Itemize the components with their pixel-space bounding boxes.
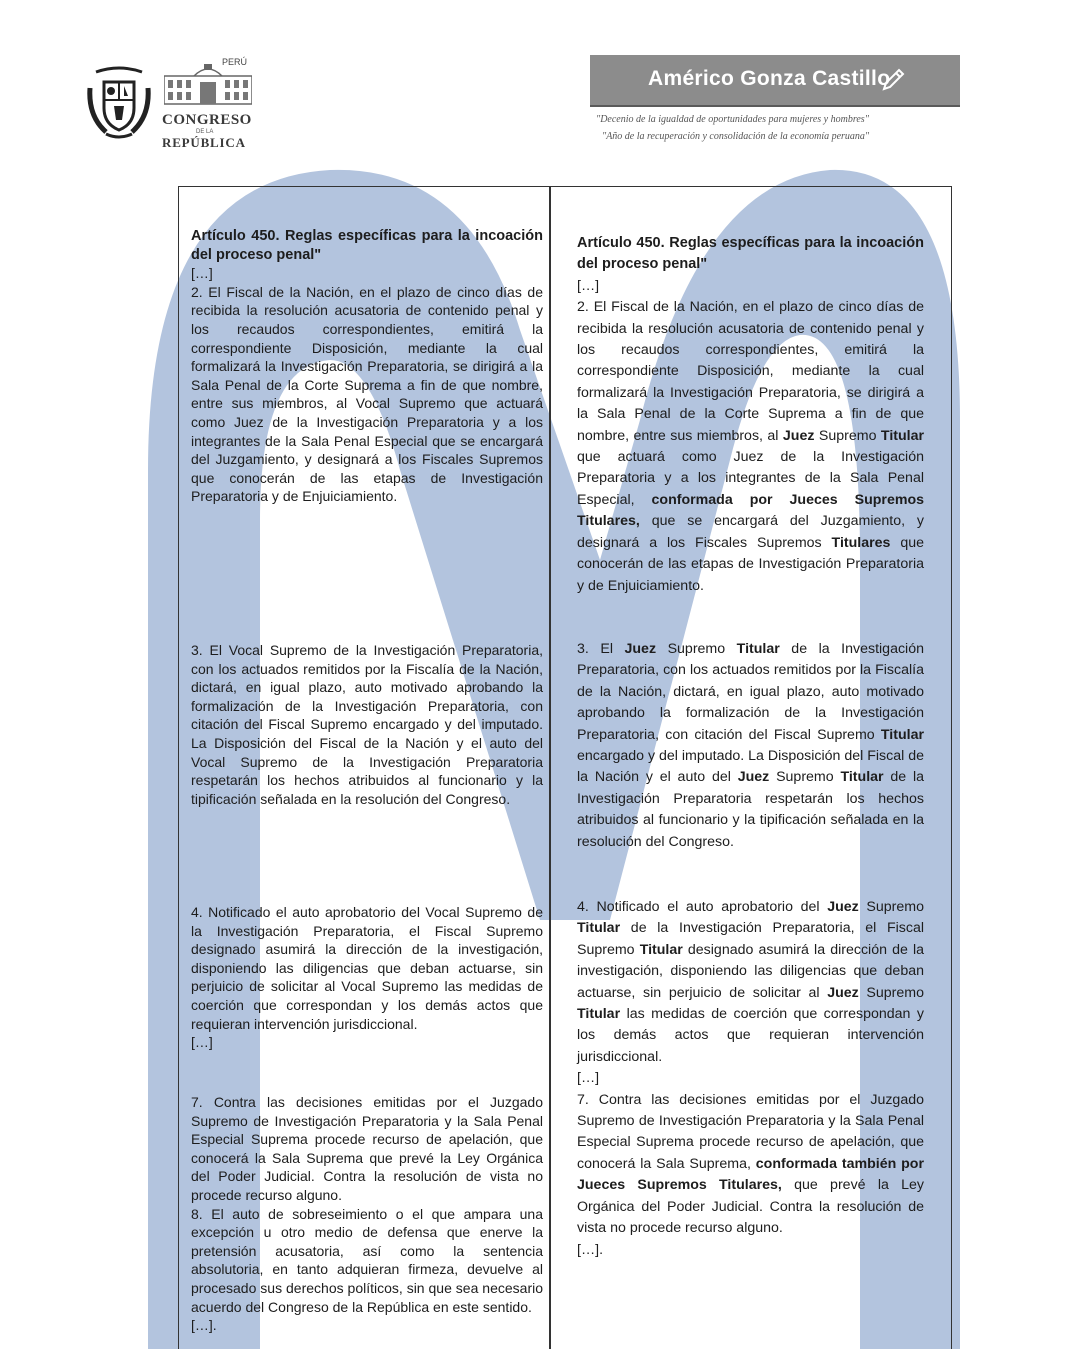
column-divider [549, 187, 551, 1349]
year-motto: "Año de la recuperación y consolidación de la economía peruana" [602, 131, 870, 142]
left-paragraph-2: 2. El Fiscal de la Nación, en el plazo de cinco días de recibida la resolución acusatoria de contenido penal y los recaudos correspondientes, emitirá la correspondiente Disposición, mediante la cual formalizará la Investigación Preparatoria, se dirigirá a la Sala Penal de la Corte Suprema a fin de que nombre, entre sus miembros, al Vocal Supremo que actuará como Juez de la Investigación Preparatoria y a los integrantes de la Sala Penal Especial que se encargará del Juzgamiento, y designará a los Fiscales Supremos que conocerán de las etapas de Investigación Preparatoria y de Enjuiciamiento. [191, 283, 543, 505]
left-ellipsis-3: […]. [191, 1317, 217, 1334]
comparison-table [178, 186, 952, 1349]
right-ellipsis-2: […] [577, 1070, 600, 1087]
left-paragraph-8: 8. El auto de sobreseimiento o el que ampara una excepción u otro medio de defensa que enerve la pretensión acusatoria, así como la sentencia absolutoria, en tanto adquieran firmeza, devuelve al procesado sus derechos políticos, sin que sea necesario acuerdo del Congreso de la República en este sentido. [191, 1205, 543, 1315]
right-paragraph-4: 4. Notificado el auto aprobatorio del Juez Supremo Titular de la Investigación Preparatoria, el Fiscal Supremo Titular designado asumirá la dirección de la investigación, disponiendo las diligencias que deban actuarse, sin perjuicio de solicitar al Juez Supremo Titular las medidas de coerción que correspondan y los demás actos que requieran intervención jurisdiccional. [577, 899, 925, 1065]
left-paragraph-7: 7. Contra las decisiones emitidas por el Juzgado Supremo de Investigación Preparatoria y la Sala Penal Especial Suprema procede recurso de apelación, que conocerá la Sala Suprema que prevé la Ley Orgánica del Poder Judicial. Contra la resolución de vista no procede recurso alguno. [191, 1094, 543, 1203]
left-paragraph-7-block [191, 1093, 543, 1335]
republica-wordmark: REPÚBLICA [162, 135, 246, 150]
congress-building-icon [164, 62, 252, 106]
left-ellipsis-2: […] [191, 1034, 213, 1051]
right-paragraph-3: 3. El Juez Supremo Titular de la Investigación Preparatoria, con los actuados remitidos por la Fiscalía de la Nación, dictará, en igual plazo, auto motivado aprobando la formalización de la Investigación Preparatoria, con citación del Fiscal Supremo Titular encargado y del imputado. La Disposición del Fiscal de la Nación y el auto del Juez Supremo Titular de la Investigación Preparatoria respetarán los hechos atribuidos al funcionario y la tipificación señalada en la resolución del Congreso. [577, 641, 925, 850]
congreso-wordmark: CONGRESO [162, 112, 252, 128]
left-paragraph-4-block [191, 903, 543, 1052]
right-ellipsis-3: […]. [577, 1241, 604, 1258]
right-paragraph-7: 7. Contra las decisiones emitidas por el Juzgado Supremo de Investigación Preparatoria y la Sala Penal Especial Suprema procede recurso de apelación, que conocerá la Sala Suprema, conformada también por Jueces Supremos Titulares, que prevé la Ley Orgánica del Poder Judicial. Contra la resolución de vista no procede recurso alguno. [577, 1091, 924, 1237]
right-article-title: Artículo 450. Reglas específicas para la incoación del proceso penal" [577, 235, 924, 273]
congreso-logo [160, 52, 256, 152]
right-paragraph-4-block [577, 897, 924, 1261]
right-ellipsis-1: […] [577, 277, 600, 294]
right-paragraph-2: 2. El Fiscal de la Nación, en el plazo de cinco días de recibida la resolución acusatoria de contenido penal y los recaudos correspondientes, emitirá la correspondiente Disposición, mediante la cual formalizará la Investigación Preparatoria, se dirigirá a la Sala Penal de la Corte Suprema a fin de que nombre, entre sus miembros, al Juez Supremo Titular que actuará como Juez de la Investigación Preparatoria y a los integrantes de la Sala Penal Especial, conformada por Jueces Supremos Titulares, que se encargará del Juzgamiento, y designará a los Fiscales Supremos Titulares que conocerán de las etapas de Investigación Preparatoria y de Enjuiciamiento. [577, 299, 925, 594]
peru-label: PERÚ [222, 57, 248, 67]
right-paragraph-3-block [577, 639, 924, 853]
peru-coat-of-arms-icon [86, 66, 152, 140]
congreso-dela-wordmark: DE LA [196, 129, 214, 135]
decade-motto: "Decenio de la igualdad de oportunidades para mujeres y hombres" [596, 114, 869, 125]
right-article-block [577, 233, 924, 597]
left-ellipsis-1: […] [191, 265, 213, 282]
author-name: Américo Gonza Castillo [648, 67, 891, 90]
left-paragraph-4: 4. Notificado el auto aprobatorio del Vocal Supremo de la Investigación Preparatoria, el Fiscal Supremo designado asumirá la dirección de la investigación, disponiendo las diligencias que deban actuarse, sin perjuicio de solicitar al Vocal Supremo las medidas de coerción que correspondan y los demás actos que requieran intervención jurisdiccional. [191, 904, 543, 1032]
author-name-banner [590, 55, 960, 107]
pencil-icon [880, 67, 906, 93]
left-paragraph-3-block [191, 641, 543, 808]
page-header [0, 0, 1080, 180]
left-article-block [191, 227, 543, 506]
left-paragraph-3: 3. El Vocal Supremo de la Investigación Preparatoria, con los actuados remitidos por la Fiscalía de la Nación, dictará, en igual plazo, auto motivado aprobando la formalización de la Investigación Preparatoria, con citación del Fiscal Supremo encargado y del imputado. La Disposición del Fiscal de la Nación y el auto del Vocal Supremo de la Investigación Preparatoria respetarán los hechos atribuidos al funcionario y la tipificación señalada en la resolución del Congreso. [191, 642, 543, 807]
left-article-title: Artículo 450. Reglas específicas para la incoación del proceso penal" [191, 228, 543, 263]
